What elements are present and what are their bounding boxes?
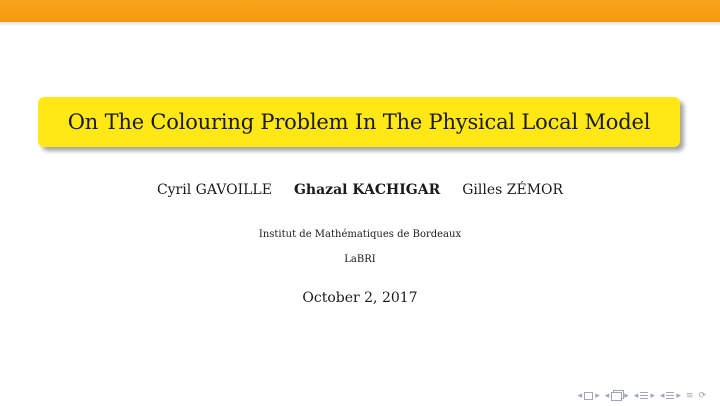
nav-frame-group[interactable]	[605, 391, 629, 401]
header-bar-shadow	[0, 22, 720, 26]
nav-right-arrow-icon[interactable]: ▸	[650, 391, 655, 401]
title-box	[38, 97, 680, 147]
author-name-presenter: Ghazal KACHIGAR	[293, 182, 441, 198]
beamer-navigation-bar	[578, 391, 706, 401]
search-icon[interactable]: ⟳	[698, 391, 706, 401]
header-bar	[0, 0, 720, 22]
author-list	[0, 182, 720, 198]
nav-right-arrow-icon[interactable]: ▸	[676, 391, 681, 401]
nav-left-arrow-icon[interactable]: ◂	[633, 391, 639, 401]
author-name: Gilles ZÉMOR	[462, 182, 564, 198]
nav-left-arrow-icon[interactable]: ◂	[659, 391, 665, 401]
presentation-title: On The Colouring Problem In The Physical Local Model	[67, 110, 651, 134]
nav-left-arrow-icon[interactable]: ◂	[577, 391, 583, 401]
nav-right-arrow-icon[interactable]: ▸	[624, 391, 629, 401]
nav-subsection-group[interactable]	[660, 391, 681, 401]
frame-stack-icon[interactable]	[611, 392, 622, 401]
section-lines-icon[interactable]	[640, 392, 648, 400]
slide-box-icon[interactable]	[584, 392, 593, 400]
author-name: Cyril GAVOILLE	[156, 182, 272, 198]
presentation-date: October 2, 2017	[302, 290, 418, 306]
institute-name: LaBRI	[344, 254, 376, 265]
nav-left-arrow-icon[interactable]: ◂	[604, 391, 610, 401]
nav-slide-group[interactable]	[578, 391, 600, 401]
align-icon[interactable]: ≡	[685, 391, 694, 401]
nav-right-arrow-icon[interactable]: ▸	[595, 391, 600, 401]
subsection-lines-icon[interactable]	[666, 392, 674, 400]
nav-section-group[interactable]	[634, 391, 655, 401]
institute-name: Institut de Mathématiques de Bordeaux	[258, 229, 462, 240]
